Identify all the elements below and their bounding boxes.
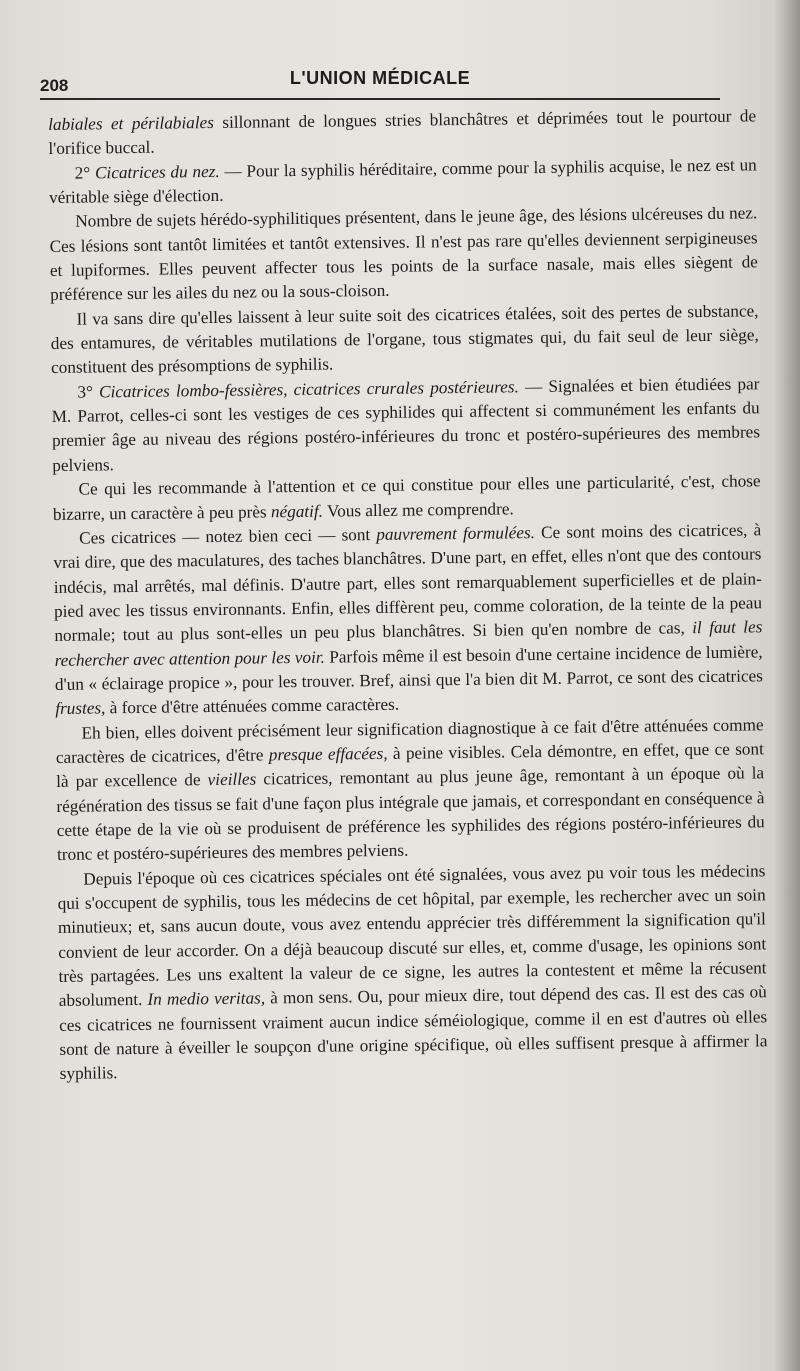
italic-text: négatif. xyxy=(270,501,324,521)
italic-text: labiales et périlabiales xyxy=(48,112,215,134)
paragraph xyxy=(51,372,760,478)
running-head: L'UNION MÉDICALE xyxy=(289,68,471,88)
text-run: Il va sans dire qu'elles laissent à leur suite soit des cicatrices étalées, soit des pertes de substance, des entamures, de véritables mutilations de l'organe, tous stigmates qui, du fait seul de leur siège, constituent des présomptions de syphilis. xyxy=(50,301,759,378)
text-run: Nombre de sujets hérédo-syphilitiques présentent, dans le jeune âge, des lésions ulcéreuses du nez. Ces lésions sont tantôt limitées et tantôt extensives. Il n'est pas rare qu'elles deviennent serpigineuses et lupiformes. Elles peuvent affecter tous les points de la surface nasale, mais elles siègent de préférence sur les ailes du nez ou la sous-cloison. xyxy=(49,203,758,305)
text-run: — Signalées et bien étudiées par M. Parrot, celles-ci sont les vestiges de ces syphilides qui affectent si communément les enfants du premier âge au niveau des régions postéro-inférieures du tronc et postéro-supérieures des membres pelviens. xyxy=(51,374,761,475)
paragraph xyxy=(48,104,757,161)
text-run: cicatrices, remontant au plus jeune âge, remontant à un époque où la régénération des tissus se fait d'une façon plus intégrale que jamais, et correspondant en conséquence à cette étape de la vie où se produisent de préférence les syphilides des régions postéro-inférieures du tronc et postéro-supérieures des membres pelviens. xyxy=(56,763,765,865)
text-run: à mon sens. Ou, pour mieux dire, tout dépend des cas. Il est des cas où ces cicatrices ne fournissent vraiment aucun indice séméiologique, comme il en est d'autres où elles sont de nature à éveiller le soupçon d'une origine spécifique, où elles suffisent presque à affirmer la syphilis. xyxy=(59,982,768,1084)
page-number: 208 xyxy=(40,76,69,95)
text-run: à force d'être atténuées comme caractères. xyxy=(105,695,400,718)
paragraph xyxy=(55,713,765,868)
text-run: Ce qui les recommande à l'attention et ce qui constitue pour elles une particularité, c'est, chose bizarre, un caractère à peu près xyxy=(52,471,761,524)
text-run: Vous allez me comprendre. xyxy=(322,498,514,521)
italic-text: Cicatrices lombo-fessières, cicatrices crurales postérieures. xyxy=(98,377,519,402)
page-header xyxy=(40,62,720,100)
paragraph xyxy=(52,469,761,526)
paragraph xyxy=(49,153,758,210)
italic-text: pauvrement formulées. xyxy=(376,522,536,544)
text-run: Ce sont moins des cicatrices, à vrai dire, que des maculatures, des taches blanchâtres. D'une part, en effet, elles n'ont que des contours indécis, mal arrêtés, mal définis. D'autre part, elles sont remarquablement superficielles et de plain-pied avec les tissus environnants. Enfin, elles diffèrent peu, comme coloration, de la teinte de la peau normale; tout au plus sont-elles un peu plus blanchâtres. Si bien qu'en nombre de cas, xyxy=(53,520,763,646)
text-run: 3° xyxy=(77,382,100,402)
text-run: Eh bien, elles doivent précisément leur signification diagnostique à ce fait d'être atténuées comme caractères de cicatrices, d'être xyxy=(55,714,764,767)
paragraph xyxy=(57,859,768,1087)
italic-text: frustes, xyxy=(55,698,106,719)
text-run: Ces cicatrices — notez bien ceci — sont xyxy=(79,524,377,548)
paragraph xyxy=(53,518,763,721)
text-run: sillonnant de longues stries blanchâtres et déprimées tout le pourtour de l'orifice buccal. xyxy=(48,106,757,159)
paragraph xyxy=(50,299,759,381)
text-run: 2° xyxy=(74,163,96,183)
italic-text: presque effacées, xyxy=(268,743,388,765)
italic-text: Cicatrices du nez. xyxy=(94,161,220,183)
italic-text: vieilles xyxy=(207,769,257,790)
text-run: — Pour la syphilis héréditaire, comme pour la syphilis acquise, le nez est un véritable siège d'élection. xyxy=(48,155,757,208)
text-run: Depuis l'époque où ces cicatrices spéciales ont été signalées, vous avez pu voir tous les médecins qui s'occupent de syphilis, tous les médecins de cet hôpital, par exemple, les rechercher avec un soin minutieux; et, sans aucun doute, vous avez entendu apprécier très différemment la signification qu'il convient de leur accorder. On a déjà beaucoup discuté sur elles, et, comme d'usage, les opinions sont très partagées. Les uns exaltent la valeur de ce signe, les autres la contestent et même la récusent absolument. xyxy=(57,860,767,1011)
text-run: Parfois même il est besoin d'une certaine incidence de lumière, d'un « éclairage propice », pour les trouver. Bref, ainsi que l'a bien dit M. Parrot, ce sont des cicatrices xyxy=(54,641,764,694)
text-run: à peine visibles. Cela démontre, en effet, que ce sont là par excellence de xyxy=(56,739,764,792)
page-edge-shadow xyxy=(774,0,800,1371)
paragraph xyxy=(49,202,758,308)
italic-text: In medio veritas, xyxy=(147,988,266,1010)
body-text xyxy=(48,104,768,1086)
italic-text: il faut les rechercher avec attention pour les voir. xyxy=(54,617,763,670)
